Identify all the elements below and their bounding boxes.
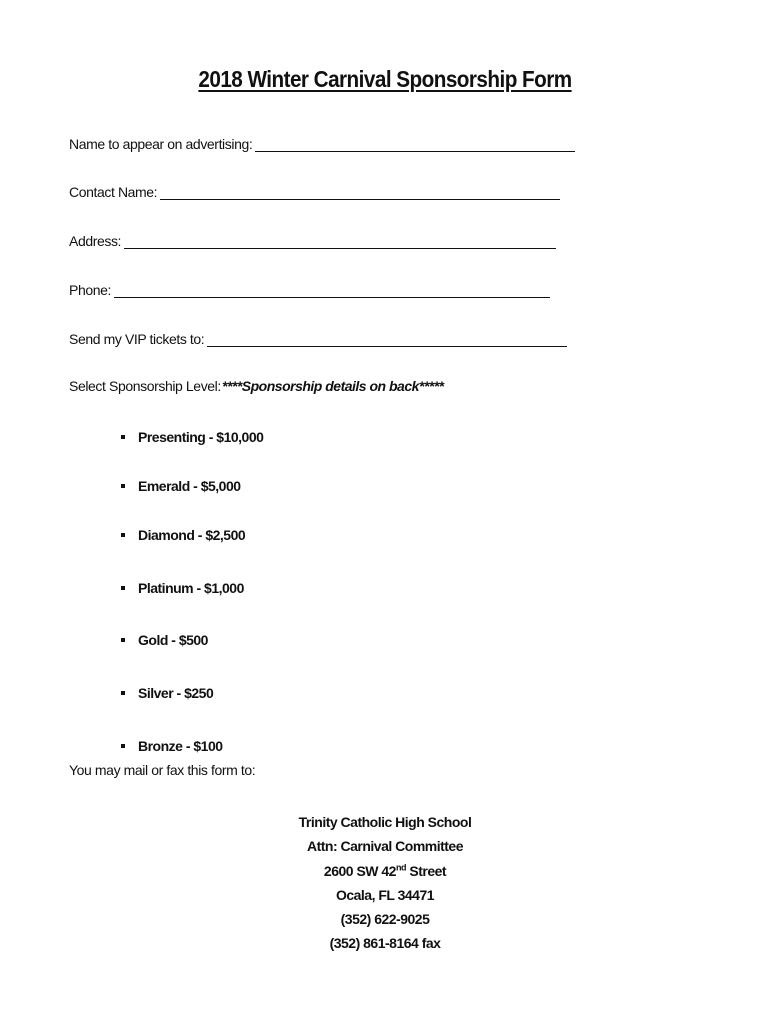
option-label: Diamond - $2,500 <box>138 527 246 543</box>
option-label: Presenting - $10,000 <box>138 429 264 445</box>
phone-number: (352) 622-9025 <box>340 911 430 928</box>
option-label: Platinum - $1,000 <box>138 580 244 596</box>
mail-instruction: You may mail or fax this form to: <box>69 762 256 778</box>
option-presenting[interactable] <box>121 429 263 445</box>
option-label: Bronze - $100 <box>138 738 223 754</box>
bullet-icon <box>121 638 125 642</box>
advertising-name-field <box>69 136 575 152</box>
sponsorship-details-note: ****Sponsorship details on back***** <box>222 378 444 394</box>
school-name: Trinity Catholic High School <box>298 814 472 830</box>
option-platinum[interactable] <box>121 580 244 596</box>
attention-line: Attn: Carnival Committee <box>306 838 464 855</box>
advertising-name-label: Name to appear on advertising: <box>69 136 253 152</box>
form-title: 2018 Winter Carnival Sponsorship Form <box>198 66 572 92</box>
phone-line[interactable] <box>114 283 550 298</box>
vip-tickets-line[interactable] <box>207 332 567 347</box>
address-line[interactable] <box>124 234 556 249</box>
contact-name-label: Contact Name: <box>69 184 158 200</box>
address-field <box>69 233 556 249</box>
bullet-icon <box>121 691 125 695</box>
option-gold[interactable] <box>121 632 208 648</box>
street-number: 2600 SW 42 <box>323 862 396 879</box>
option-label: Gold - $500 <box>138 632 208 648</box>
bullet-icon <box>121 533 125 537</box>
city-line: Ocala, FL 34471 <box>335 886 435 903</box>
option-diamond[interactable] <box>121 527 245 543</box>
street-suffix: nd <box>395 861 406 872</box>
street-name: Street <box>405 862 447 879</box>
fax-number: (352) 861-8164 fax <box>329 935 441 952</box>
option-bronze[interactable] <box>121 738 223 754</box>
phone-label: Phone: <box>69 282 111 298</box>
vip-tickets-field <box>69 331 567 347</box>
option-label: Emerald - $5,000 <box>138 478 241 494</box>
option-emerald[interactable] <box>121 478 241 494</box>
address-label: Address: <box>69 233 122 249</box>
option-label: Silver - $250 <box>138 685 214 701</box>
bullet-icon <box>121 484 125 488</box>
vip-tickets-label: Send my VIP tickets to: <box>69 331 205 347</box>
bullet-icon <box>121 744 125 748</box>
phone-field <box>69 282 550 298</box>
contact-name-line[interactable] <box>160 185 560 200</box>
contact-name-field <box>69 184 560 200</box>
mailing-address-block <box>235 810 535 956</box>
bullet-icon <box>121 435 125 439</box>
street-line <box>235 859 535 883</box>
option-silver[interactable] <box>121 685 213 701</box>
bullet-icon <box>121 586 125 590</box>
sponsorship-level-label: Select Sponsorship Level: <box>69 378 221 394</box>
advertising-name-line[interactable] <box>255 137 575 152</box>
